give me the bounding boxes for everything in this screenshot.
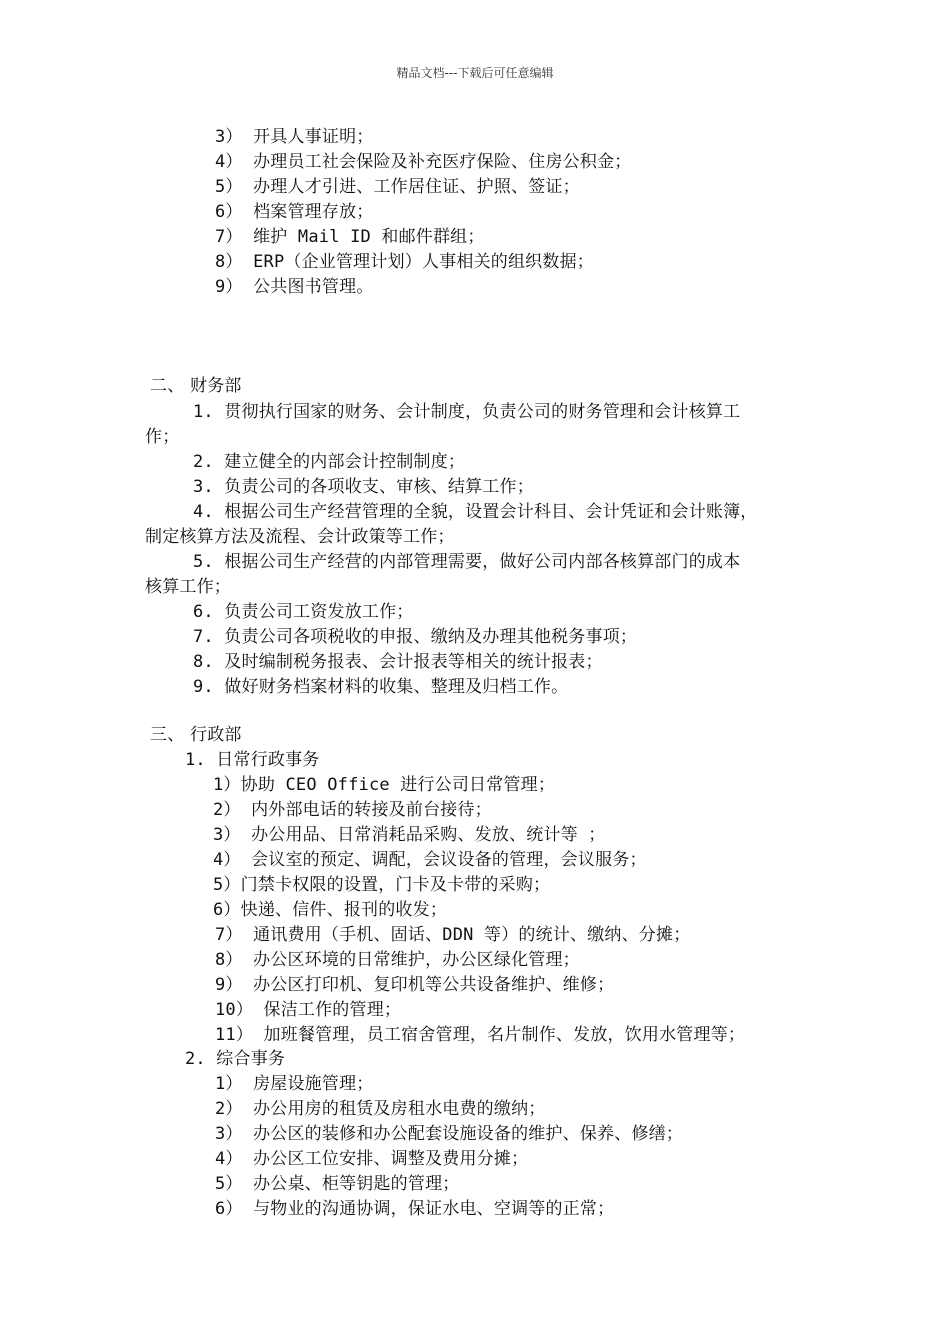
subsection-title: 2. 综合事务 [185, 1049, 286, 1069]
list-item: 3） 办公区的装修和办公配套设施设备的维护、保养、修缮； [215, 1124, 684, 1144]
list-item: 6） 档案管理存放； [215, 202, 374, 222]
list-item: 2） 办公用房的租赁及房租水电费的缴纳； [215, 1099, 546, 1119]
list-item: 6）快递、信件、报刊的收发； [213, 900, 448, 920]
list-item: 10） 保洁工作的管理； [215, 1000, 402, 1020]
subsection-title: 1. 日常行政事务 [185, 750, 320, 770]
list-item: 4） 会议室的预定、调配，会议设备的管理，会议服务； [213, 850, 647, 870]
list-item: 2） 内外部电话的转接及前台接待； [213, 800, 492, 820]
list-item: 6. 负责公司工资发放工作； [193, 602, 414, 622]
list-item: 9. 做好财务档案材料的收集、整理及归档工作。 [193, 677, 569, 697]
section-heading: 二、 财务部 [150, 376, 242, 396]
list-item: 7） 通讯费用（手机、固话、DDN 等）的统计、缴纳、分摊； [215, 925, 691, 945]
page-header: 精品文档---下载后可任意编辑 [396, 66, 554, 80]
list-item: 3） 开具人事证明； [215, 127, 374, 147]
list-item: 11） 加班餐管理，员工宿舍管理，名片制作、发放，饮用水管理等； [215, 1025, 746, 1045]
list-item: 5. 根据公司生产经营的内部管理需要，做好公司内部各核算部门的成本 [193, 552, 741, 572]
list-item: 2. 建立健全的内部会计控制制度； [193, 452, 466, 472]
list-item: 3） 办公用品、日常消耗品采购、发放、统计等 ； [213, 825, 606, 845]
list-item-continuation: 作； [145, 427, 180, 447]
list-item: 8） 办公区环境的日常维护，办公区绿化管理； [215, 950, 580, 970]
list-item: 9） 办公区打印机、复印机等公共设备维护、维修； [215, 975, 615, 995]
list-item: 4） 办理员工社会保险及补充医疗保险、住房公积金； [215, 152, 632, 172]
section-heading: 三、 行政部 [150, 725, 242, 745]
list-item: 4） 办公区工位安排、调整及费用分摊； [215, 1149, 529, 1169]
list-item: 8） ERP（企业管理计划）人事相关的组织数据； [215, 252, 594, 272]
list-item-continuation: 核算工作； [145, 577, 231, 597]
list-item: 5） 办理人才引进、工作居住证、护照、签证； [215, 177, 580, 197]
list-item: 5） 办公桌、柜等钥匙的管理； [215, 1174, 460, 1194]
list-item: 1. 贯彻执行国家的财务、会计制度，负责公司的财务管理和会计核算工 [193, 402, 741, 422]
list-item: 4. 根据公司生产经营管理的全貌，设置会计科目、会计凭证和会计账簿， [193, 502, 758, 522]
list-item: 7. 负责公司各项税收的申报、缴纳及办理其他税务事项； [193, 627, 638, 647]
list-item: 6） 与物业的沟通协调，保证水电、空调等的正常； [215, 1199, 615, 1219]
list-item: 7） 维护 Mail ID 和邮件群组； [215, 227, 485, 247]
list-item: 9） 公共图书管理。 [215, 277, 374, 297]
list-item: 1）协助 CEO Office 进行公司日常管理； [213, 775, 556, 795]
list-item: 3. 负责公司的各项收支、审核、结算工作； [193, 477, 534, 497]
list-item: 1） 房屋设施管理； [215, 1074, 374, 1094]
list-item: 8. 及时编制税务报表、会计报表等相关的统计报表； [193, 652, 603, 672]
list-item: 5）门禁卡权限的设置，门卡及卡带的采购； [213, 875, 551, 895]
list-item-continuation: 制定核算方法及流程、会计政策等工作； [145, 527, 455, 547]
